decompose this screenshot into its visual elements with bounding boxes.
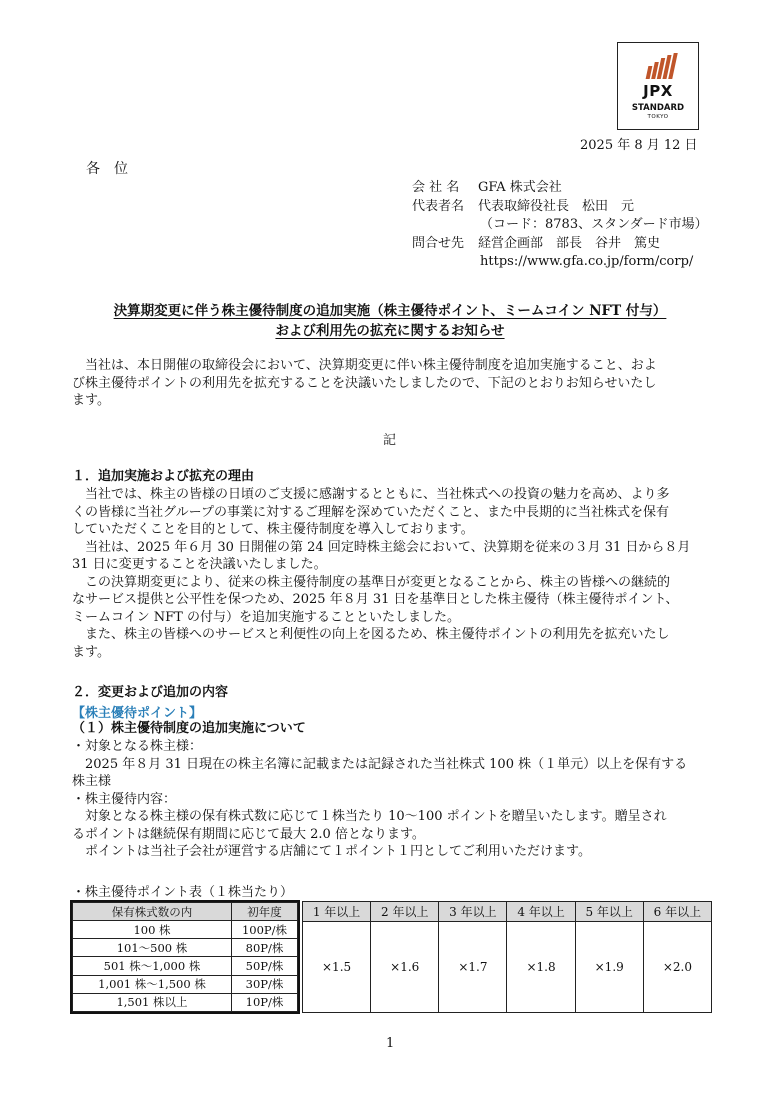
company-info-value[interactable]: https://www.gfa.co.jp/form/corp/ bbox=[480, 254, 694, 269]
company-info-value: （コード：8783、スタンダード市場） bbox=[480, 217, 708, 232]
multiplier-table-header: 5 年以上 bbox=[575, 902, 643, 922]
logo-jpx-text: JPX bbox=[643, 82, 673, 100]
section-2-body bbox=[72, 738, 722, 861]
section-2-line: ・株主優待内容： bbox=[72, 791, 177, 807]
multiplier-cell: ×1.8 bbox=[507, 922, 575, 1013]
intro-line: ます。 bbox=[72, 393, 110, 408]
company-info bbox=[412, 179, 708, 272]
intro-paragraph bbox=[72, 357, 722, 410]
table-row bbox=[73, 921, 298, 939]
points-table-cell: 1,501 株以上 bbox=[73, 993, 232, 1011]
section-1-line: 当社では、株主の皆様の日頃のご支援に感謝するとともに、当社株式への投資の魅力を高め、より多 bbox=[72, 487, 670, 502]
multiplier-table-header: 6 年以上 bbox=[643, 902, 711, 922]
points-table-cell: 30P/株 bbox=[232, 975, 298, 993]
points-table-cell: 100P/株 bbox=[232, 921, 298, 939]
multiplier-cell: ×1.9 bbox=[575, 922, 643, 1013]
points-table-frame bbox=[70, 900, 300, 1014]
section-1-line: ます。 bbox=[72, 644, 110, 660]
multiplier-table-header: 3 年以上 bbox=[439, 902, 507, 922]
section-2-line: 対象となる株主様の保有株式数に応じて１株当たり 10～100 ポイントを贈呈いたします。贈呈され bbox=[72, 809, 667, 824]
points-table-cell: 101～500 株 bbox=[73, 939, 232, 957]
company-info-row bbox=[412, 253, 708, 272]
jpx-bars-icon bbox=[645, 53, 675, 79]
points-table-cell: 1,001 株～1,500 株 bbox=[73, 975, 232, 993]
section-2-line: ポイントは当社子会社が運営する店舗にて１ポイント１円としてご利用いただけます。 bbox=[72, 844, 591, 859]
table-row bbox=[73, 957, 298, 975]
title-line-1: 決算期変更に伴う株主優待制度の追加実施（株主優待ポイント、ミームコイン NFT 付与） bbox=[113, 303, 667, 319]
multiplier-table-header: 1 年以上 bbox=[303, 902, 371, 922]
multiplier-table bbox=[302, 901, 712, 1013]
multiplier-table-header: 4 年以上 bbox=[507, 902, 575, 922]
company-info-value: 経営企画部 部長 谷井 篤史 bbox=[478, 235, 661, 251]
section-1-line: また、株主の皆様へのサービスと利便性の向上を図るため、株主優待ポイントの利用先を拡充いたし bbox=[72, 627, 670, 642]
section-2-line: 2025 年８月 31 日現在の株主名簿に記載または記録された当社株式 100 株（１単元）以上を保有する bbox=[72, 756, 688, 772]
section-1-body bbox=[72, 486, 722, 661]
company-info-row bbox=[412, 216, 708, 235]
section-1-line: 31 日に変更することを決議いたしました。 bbox=[72, 557, 327, 572]
title-line-2: および利用先の拡充に関するお知らせ bbox=[275, 323, 505, 339]
table-row bbox=[73, 939, 298, 957]
company-info-label bbox=[412, 216, 478, 235]
table-caption: ・株主優待ポイント表（１株当たり） bbox=[72, 885, 294, 900]
company-info-label: 会 社 名 bbox=[412, 180, 460, 195]
table-row bbox=[73, 993, 298, 1011]
ki-mark: 記 bbox=[383, 433, 397, 448]
multiplier-table-header: 2 年以上 bbox=[371, 902, 439, 922]
points-table-header: 保有株式数の内 bbox=[73, 903, 232, 921]
points-table bbox=[72, 902, 298, 1012]
intro-line: 当社は、本日開催の取締役会において、決算期変更に伴い株主優待制度を追加実施すること、およ bbox=[72, 358, 657, 373]
section-1-line: していただくことを目的として、株主優待制度を導入しております。 bbox=[72, 522, 474, 537]
section-2-bracket-label: 【株主優待ポイント】 bbox=[72, 706, 203, 721]
multiplier-cell: ×1.5 bbox=[303, 922, 371, 1013]
points-table-cell: 80P/株 bbox=[232, 939, 298, 957]
company-info-row bbox=[412, 198, 708, 217]
jpx-standard-logo bbox=[617, 42, 699, 130]
section-2-line: るポイントは継続保有期間に応じて最大 2.0 倍となります。 bbox=[72, 826, 425, 842]
section-2-subheading: （１）株主優待制度の追加実施について bbox=[72, 721, 306, 736]
company-info-label: 代表者名 bbox=[412, 198, 465, 214]
logo-tokyo-text: TOKYO bbox=[647, 114, 669, 120]
logo-standard-text: STANDARD bbox=[631, 103, 685, 113]
section-1-line: なサービス提供と公平性を保つため、2025 年８月 31 日を基準日とした株主優待（株主優待ポイント、 bbox=[72, 592, 679, 607]
section-2-heading: ２．変更および追加の内容 bbox=[72, 685, 229, 700]
intro-line: び株主優待ポイントの利用先を拡充することを決議いたしましたので、下記のとおりお知らせいたし bbox=[72, 375, 657, 391]
section-1-heading: １．追加実施および拡充の理由 bbox=[72, 469, 255, 484]
multiplier-cell: ×1.6 bbox=[371, 922, 439, 1013]
company-info-row bbox=[412, 235, 708, 254]
multiplier-cell: ×2.0 bbox=[643, 922, 711, 1013]
points-table-cell: 50P/株 bbox=[232, 957, 298, 975]
company-info-label bbox=[412, 253, 478, 272]
company-info-value: 代表取締役社長 松田 元 bbox=[478, 198, 635, 214]
table-row bbox=[303, 922, 712, 1013]
multiplier-table-frame bbox=[302, 901, 712, 1013]
section-2-line: ・対象となる株主様： bbox=[72, 739, 203, 754]
company-info-value: GFA 株式会社 bbox=[478, 180, 562, 195]
section-1-line: 当社は、2025 年６月 30 日開催の第 24 回定時株主総会において、決算期を従来の３月 31 日から８月 bbox=[72, 539, 691, 555]
section-2-line: 株主様 bbox=[72, 774, 112, 789]
section-1-line: くの皆様に当社グループの事業に対するご理解を深めていただくこと、また中長期的に当社株式を保有 bbox=[72, 504, 669, 520]
document-title bbox=[40, 301, 740, 341]
multiplier-cell: ×1.7 bbox=[439, 922, 507, 1013]
points-table-cell: 100 株 bbox=[73, 921, 232, 939]
section-1-line: この決算期変更により、従来の株主優待制度の基準日が変更となることから、株主の皆様への継続的 bbox=[72, 574, 671, 590]
table-row bbox=[73, 975, 298, 993]
company-info-label: 問合せ先 bbox=[412, 235, 465, 251]
company-info-row bbox=[412, 179, 708, 198]
document-date: 2025 年 8 月 12 日 bbox=[580, 138, 698, 153]
points-table-cell: 10P/株 bbox=[232, 993, 298, 1011]
page-number: 1 bbox=[386, 1036, 395, 1051]
section-1-line: ミームコイン NFT の付与）を追加実施することといたしました。 bbox=[72, 609, 460, 625]
points-table-header: 初年度 bbox=[232, 903, 298, 921]
addressee: 各 位 bbox=[86, 161, 128, 177]
points-table-cell: 501 株～1,000 株 bbox=[73, 957, 232, 975]
